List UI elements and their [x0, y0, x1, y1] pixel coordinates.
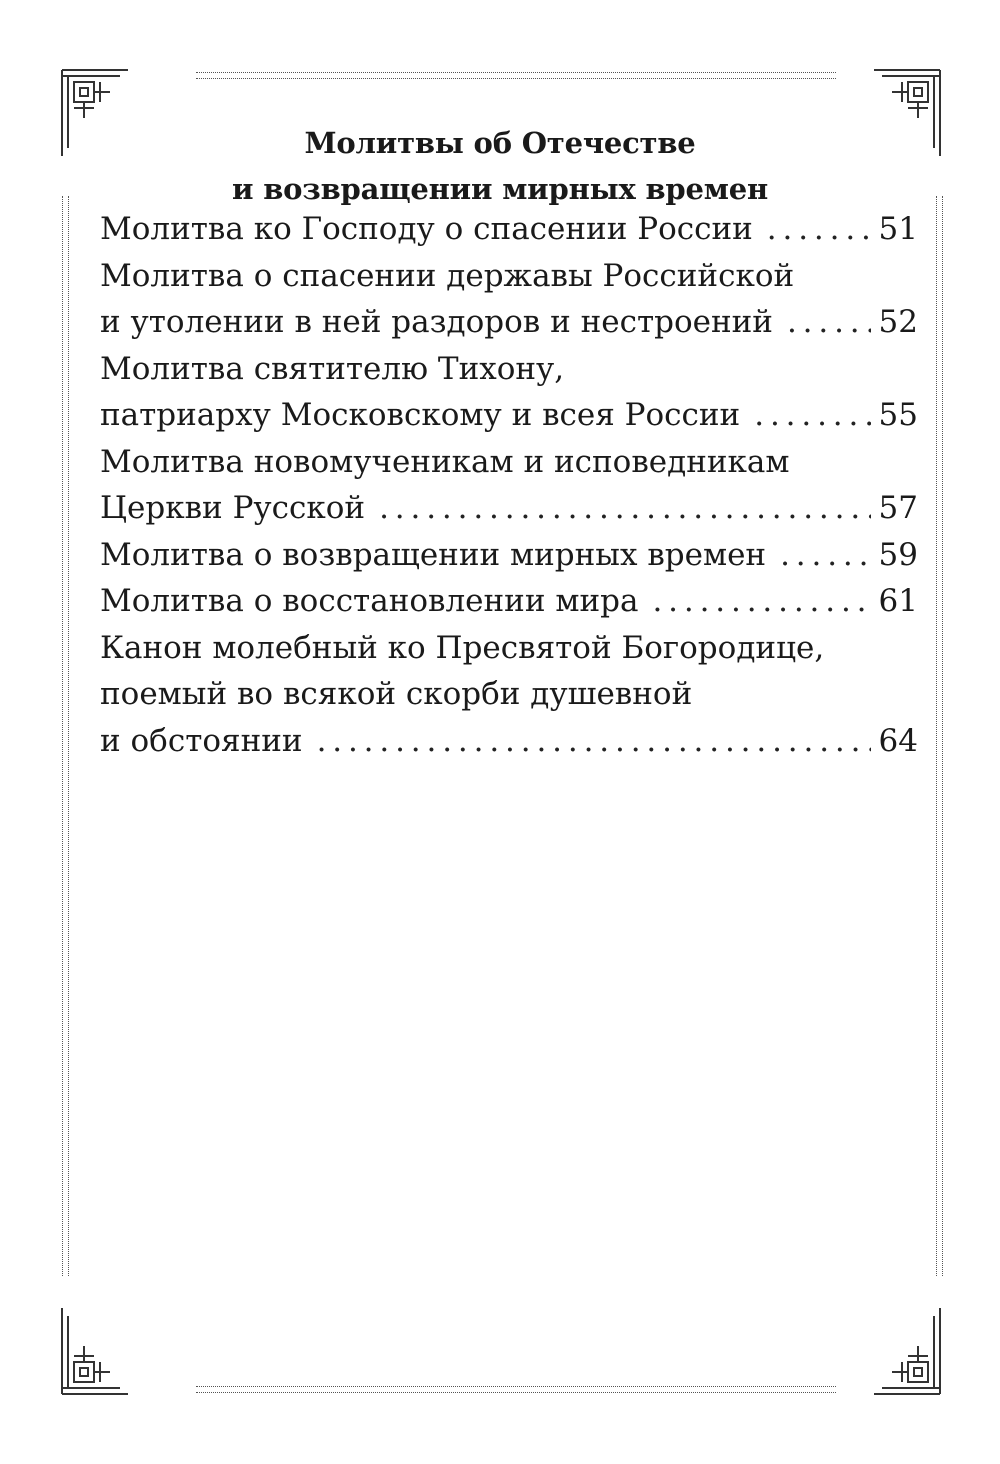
toc-entry[interactable] — [100, 346, 918, 439]
section-title-line-2: и возвращении мирных времен — [232, 172, 768, 206]
toc-entry[interactable] — [100, 625, 918, 765]
dot-leader — [652, 578, 870, 625]
toc-entry[interactable] — [100, 439, 918, 532]
toc-page-number: 57 — [878, 490, 918, 526]
toc-entry-last-line — [100, 485, 918, 532]
toc-entry[interactable] — [100, 206, 918, 253]
dot-leader — [317, 718, 871, 765]
dot-leader — [754, 392, 870, 439]
toc-entry-last-line — [100, 392, 918, 439]
toc-entry-title-line: Молитва ко Господу о спасении России — [100, 211, 753, 247]
frame-left-border — [62, 196, 69, 1276]
table-of-contents — [100, 206, 918, 764]
toc-entry-title-line: и утолении в ней раздоров и нестроений — [100, 304, 773, 340]
toc-page-number: 61 — [878, 583, 918, 619]
dot-leader — [780, 532, 870, 579]
corner-ornament-icon — [872, 1306, 942, 1396]
dot-leader — [767, 206, 871, 253]
toc-entry[interactable] — [100, 532, 918, 579]
toc-entry-title-line: Молитва святителю Тихону, — [100, 350, 565, 387]
toc-entry-last-line — [100, 206, 918, 253]
toc-page-number: 51 — [878, 211, 918, 247]
toc-page-number: 52 — [878, 304, 918, 340]
toc-entry-title-line: Молитва о возвращении мирных времен — [100, 536, 767, 573]
toc-page-number: 55 — [878, 397, 918, 433]
toc-entry-last-line — [100, 718, 918, 765]
toc-entry-title-line: Молитва новомученикам и исповедникам — [100, 443, 790, 480]
section-title — [0, 120, 1000, 212]
toc-entry-title-line: Канон молебный ко Пресвятой Богородице, — [100, 629, 825, 666]
dot-leader — [787, 299, 871, 346]
toc-entry-last-line — [100, 578, 918, 625]
frame-right-border — [936, 196, 943, 1276]
toc-entry[interactable] — [100, 578, 918, 625]
dot-leader — [379, 485, 870, 532]
toc-entry[interactable] — [100, 253, 918, 346]
toc-entry-title-line: патриарху Московскому и всея России — [100, 397, 741, 433]
frame-bottom-border — [196, 1386, 836, 1393]
toc-entry-title-line: Церкви Русской — [100, 490, 366, 526]
toc-entry-title-line: Молитва о спасении державы Российской — [100, 257, 795, 294]
toc-entry-title-line: и обстоянии — [100, 722, 303, 759]
frame-top-border — [196, 72, 836, 79]
toc-entry-title-line: поемый во всякой скорби душевной — [100, 676, 693, 712]
toc-entry-last-line — [100, 532, 918, 579]
section-title-line-1: Молитвы об Отечестве — [304, 126, 696, 160]
toc-entry-last-line — [100, 299, 918, 346]
corner-ornament-icon — [60, 1306, 130, 1396]
toc-page-number: 59 — [878, 536, 918, 573]
toc-page-number: 64 — [878, 722, 918, 759]
toc-entry-title-line: Молитва о восстановлении мира — [100, 583, 639, 619]
